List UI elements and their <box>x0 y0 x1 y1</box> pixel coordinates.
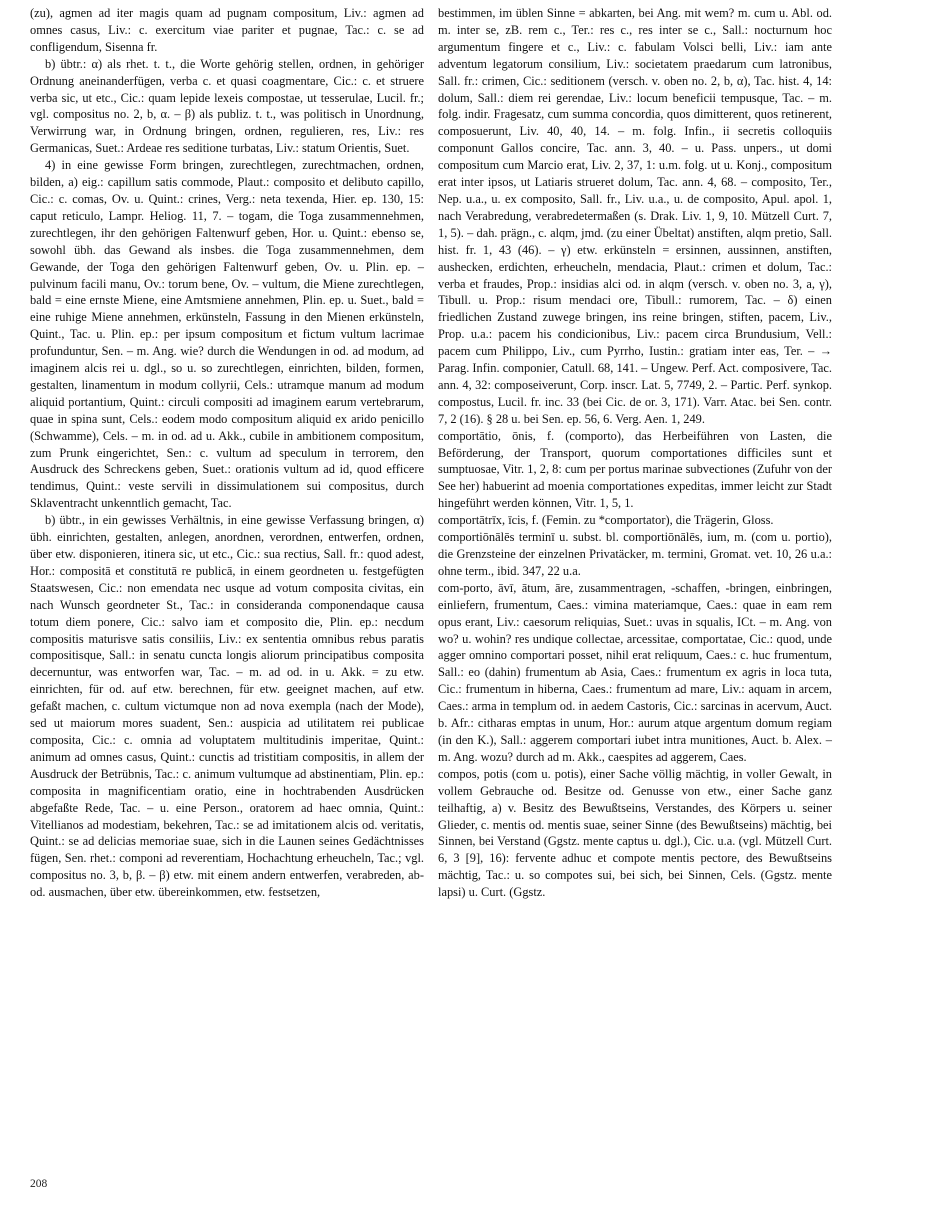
dictionary-entry: comportātio, ōnis, f. (comporto), das Herbeiführen von Lasten, die Beförderung, der Transport, quorum comportationes difficiles sunt et sumptuosae, Vitr. 1, 2, 8: cum per portus marinae subvectiones (Zufuhr von der See her) habuerint ad moenia comportationes expeditas, immer leicht zur Stadt hingeführt werden können, Vitr. 1, 5, 1. <box>438 428 832 511</box>
entry-paragraph: 4) in eine gewisse Form bringen, zurechtlegen, zurechtmachen, ordnen, bilden, a) eig.: capillum satis commode, Plaut.: composito et delibuto capillo, Cic.: c. comas, Ov. u. Quint.: crines, Verg.: neta texenda, Hier. ep. 130, 15: caput reticulo, Lampr. Heliog. 11, 7. – togam, die Toga zusammennehmen, zurechtlegen, ihr den gehörigen Faltenwurf geben, Hor. u. Quint.: ebenso se, sowohl übh. das Gewand als insbes. die Toga zusammennehmen, dem Gewande, der Toga den gehörigen Faltenwurf geben, Ov. u. Plin. ep. – pulvinum facili manu, Ov.: torum bene, Ov. – vultum, die Miene zurechtlegen, bald = eine ernste Miene, eine Amtsmiene annehmen, Plin. ep. u. Suet., bald = eine ruhige Miene annehmen, erkünsteln, Fassung in den Mienen erkünsteln, Quint., Tac. u. Plin. ep.: per ipsum compositum et fictum vultum lacrimae profunduntur, Sen. – m. Ang. wie? durch die Wendungen in od. ad modum, ad imaginem alcis rei u. dgl., so u. so zurechtlegen, einrichten, bilden, formen, gestalten, linamentum in modum collyrii, Cels.: utramque manum ad modum aliquid portantium, Quint.: circuli compositi ad imaginem earum vertebrarum, quae in spina sunt, Cels.: eodem modo compositum aliquid ex arido penicillo (Schwamme), Cels. – m. in od. ad u. Akk., cubile in ambitionem compositum, zum Prunk eingerichtet, Sen.: c. vultum ad speculum in terrorem, den Ausdruck des Schreckens geben, Suet.: orationis vultum ad id, quod efficere tendimus, Quint.: veste servili in dissimulationem sui compositus, durch Sklaventracht unkenntlich gemacht, Tac. <box>30 158 424 511</box>
right-column <box>438 5 832 901</box>
dictionary-entry: comportātrīx, īcis, f. (Femin. zu *comportator), die Trägerin, Gloss. <box>438 513 774 528</box>
left-column <box>30 5 424 901</box>
dictionary-entry: com-porto, āvī, ātum, āre, zusammentragen, -schaffen, -bringen, einbringen, einliefern, frumentum, Caes.: vimina materiamque, Caes.: quae in eam rem opus erant, Liv.: caesorum reliquias, Suet.: uvas in squalis, ICt. – m. Ang. von wo? u. wohin? res undique collectae, arcessitae, comportatae, Cic.: quod, unde agger omnino comportari posset, nihil erat reliquum, Caes.: c. huc frumentum, Sall.: eo (dahin) frumentum ab Asia, Caes.: frumentum ex agris in loca tuta, Cic.: frumentum in hiberna, Caes.: frumentum ad mare, Liv.: aquam in arcem, Caes.: arma in templum od. in aedem Castoris, Cic.: sarcinas in acervum, Auct. b. Afr.: citharas emptas in unum, Hor.: aurum atque argentum domum regiam (in den K.), Sall.: aggerem comportari iubet intra munitiones, Auct. b. Alex. – m. Ang. wozu? durch ad m. Akk., caespites ad aggerem, Caes. <box>438 580 832 764</box>
entry-paragraph: b) übtr.: α) als rhet. t. t., die Worte gehörig stellen, ordnen, in gehöriger Ordnung aneinanderfügen, verba c. et quasi coagmentare, Cic.: c. et struere verba sic, ut etc., Cic.: quam lepide lexeis compostae, ut tesserulae, Lucil. fr.; vgl. compositus no. 2, b, α. – β) als publiz. t. t., was politisch in Unordnung, Verwirrung war, in Ordnung bringen, ordnen, regulieren, res, Liv.: res Germanicas, Suet.: Ardeae res seditione turbatas, Liv.: statum Orientis, Suet. <box>30 56 424 156</box>
page-number: 208 <box>30 1178 48 1190</box>
entry-paragraph: (zu), agmen ad iter magis quam ad pugnam compositum, Liv.: agmen ad omnes casus, Liv.: c. exercitum viae pariter et pugnae, Tac.: c. se ad confligendum, Sisenna fr. <box>30 6 424 54</box>
entry-paragraph: bestimmen, im üblen Sinne = abkarten, bei Ang. mit wem? m. cum u. Abl. od. m. inter se, zB. rem c., Ter.: res c., res inter se c., Sall.: nocturnum hoc argumentum fingere et c., Liv.: c. fabulam Volsci belli, Liv.: iam ante adventum legatorum consilium, Liv.: societatem praedarum cum latronibus, Sall. fr.: crimen, Cic.: seditionem (versch. v. oben no. 2, b, α), Tac. hist. 4, 14: dolum, Sall.: diem rei gerendae, Liv.: locum beneficii tempusque, Tac. – m. folg. indir. Fragesatz, cum summa concordia, quos dimitterent, quos retinerent, composuerunt, Liv. 40, 40, 14. – m. folg. Infin., ii secretis colloquiis componunt Gallos concire, Tac. ann. 3, 40. – u. Pass. unpers., ut domi compositum cum Marcio erat, Liv. 2, 37, 1: u.m. folg. ut u. Konj., compositum erat inter ipsos, ut Latiaris strueret dolum, Tac. ann. 4, 68. – composito, Ter., Nep. u.a., u. ex composito, Sall. fr., Liv. u.a., u. de composito, Apul. apol. 1, nach Verabredung, verabredetermaßen (s. Drak. Liv. 1, 9, 10. Mützell Curt. 7, 1, 5). – dah. prägn., c. alqm, jmd. (zu einer Übeltat) anstiften, alqm pretio, Sall. hist. fr. 1, 43 (46). – γ) etw. erkünsteln = ersinnen, aussinnen, anstiften, aushecken, erdichten, erheucheln, mendacia, Plaut.: crimen et dolum, Tac.: verba et fraudes, Prop.: insidias alci od. in alqm (versch. v. oben no. 3, a, γ), Tibull. u. Prop.: risum mendaci ore, Tibull.: rumorem, Tac. – δ) einen friedlichen Zustand zuwege bringen, ins reine bringen, stiften, pacem, Liv., Prop. u.a.: pacem his condicionibus, Liv.: pacem circa Brundusium, Vell.: pacem cum Philippo, Liv., cum Pyrrho, Iustin.: gratiam inter eas, Ter. – → Parag. Infin. componier, Catull. 68, 141. – Ungew. Perf. Act. composivere, Tac. ann. 4, 32: composeiverunt, Corp. inscr. Lat. 5, 7749, 2. – Partic. Perf. synkop. compostus, Lucil. fr. inc. 33 (bei Cic. de or. 3, 171). Varr. Atac. bei Sen. contr. 7, 2 (16). § 28 u. bei Sen. ep. 56, 6. Verg. Aen. 1, 249. <box>438 6 833 426</box>
entry-paragraph: b) übtr., in ein gewisses Verhältnis, in eine gewisse Verfassung bringen, α) übh. einrichten, gestalten, anlegen, anordnen, verordnen, entwerfen, ordnen, über etw. disponieren, itinera sic, ut etc., Cic.: sua rectius, Sall. fr.: quod adest, Hor.: compositā et constitutā re publicā, in einem geordneten u. festgefügten Staatswesen, Cic.: non emendata nec usque ad votum composita civitas, ein nach Wunsch geordneter St., Tac.: in consideranda componendaque causa totum diem ponere, Cic.: salvo iam et composito die, Plin. ep.: necdum compositis maturisve satis consiliis, Liv.: ex sententia omnibus rebus paratis compositisque, Sall.: in senatu cuncta longis aliorum principatibus composita decernuntur, was entworfen war, Tac. – m. ad od. in u. Akk. = zu etw. einrichten, für od. auf etw. berechnen, für etw. geeignet machen, auf etw. gefaßt machen, c. cultum victumque non ad nova exempla (nach der Mode), sed ut maiorum mores suadent, Sen.: auspicia ad utilitatem rei publicae composita, Cic.: c. omnia ad voluptatem multitudinis imperitae, Quint.: animum ad omnes casus, Quint.: cunctis ad tristitiam compositis, in allem der Ausdruck der Betrübnis, Tac.: c. animum vultumque ad abstinentiam, Plin. ep.: composita in magnificentiam oratio, eine in hochtrabenden Ausdrücken abgefaßte Rede, Tac. – u. eine Person., oratorem ad haec omnia, Quint.: Vitellianos ad modestiam, bekehren, Tac.: se ad imitationem alcis od. veritatis, Quint.: se ad delicias memoriae suae, sich in die Launen seines Gedächtnisses fügen, Sen. rhet.: componi ad reverentiam, Hochachtung erheucheln, Tac.; vgl. compositus no. 3, b, β. – β) etw. mit einem andern entwerfen, verabreden, ab- od. ausmachen, über etw. übereinkommen, etw. festsetzen, <box>30 513 424 900</box>
dictionary-entry: comportiōnālēs terminī u. subst. bl. comportiōnālēs, ium, m. (com u. portio), die Grenzsteine der einzelnen Privatäcker, m. termini, Gromat. vet. 10, 26 u.a.: ohne term., ibid. 347, 22 u.a. <box>438 530 832 578</box>
dictionary-entry: compos, potis (com u. potis), einer Sache völlig mächtig, in voller Gewalt, in vollem Gebrauche od. Besitze od. Genusse von etw., einer Sache ganz teilhaftig, a) v. Besitz des Bewußtseins, Verstandes, des Körpers u. seiner Glieder, c. mentis od. mentis suae, seiner Sinne (des Bewußtseins) mächtig, bei Sinnen, bei Verstand (Ggstz. mente captus u. dgl.), Cic. u.a. (vgl. Mützell Curt. 6, 3 [9], 16): fervente adhuc et compote mentis pectore, des Bewußtseins mächtig, Tac.: u. so compotes sui, bei sich, bei Sinnen, Cels. (Ggstz. mente lapsi) u. Curt. (Ggstz. <box>438 766 832 900</box>
